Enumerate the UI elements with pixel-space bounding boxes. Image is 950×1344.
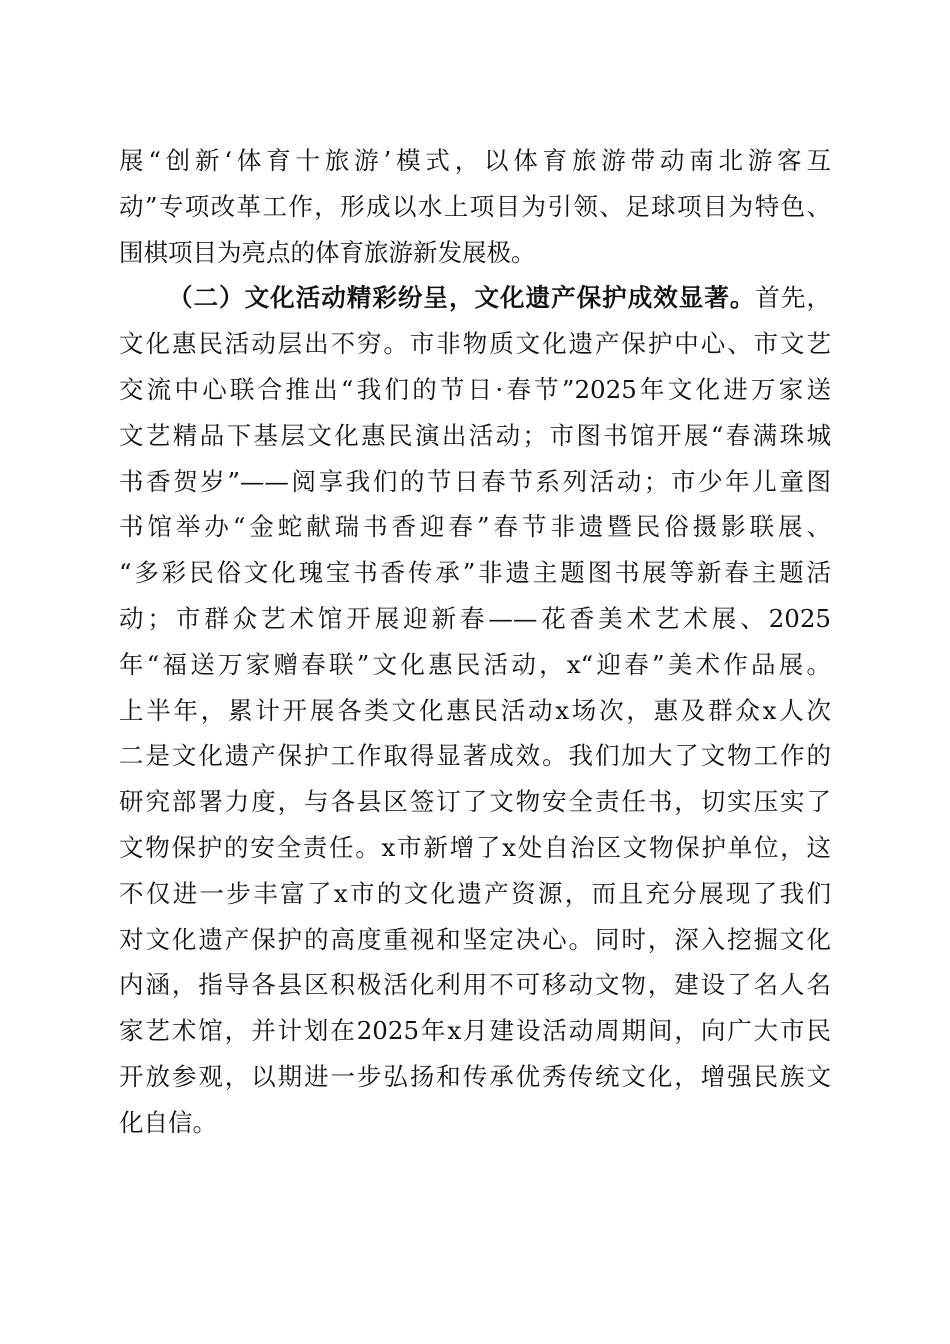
text-line: 二是文化遗产保护工作取得显著成效。我们加大了文物工作的: [119, 741, 831, 771]
text-line: “多彩民俗文化瑰宝书香传承”非遗主题图书展等新春主题活: [119, 558, 831, 588]
text-line: 动”专项改革工作，形成以水上项目为引领、足球项目为特色、: [119, 191, 831, 221]
text-line: 文艺精品下基层文化惠民演出活动；市图书馆开展“春满珠城: [119, 420, 831, 450]
text-line: 内涵，指导各县区积极活化利用不可移动文物，建设了名人名: [119, 970, 831, 1000]
text-line: 年“福送万家赠春联”文化惠民活动，x“迎春”美术作品展。: [119, 649, 831, 679]
text-line: 动；市群众艺术馆开展迎新春——花香美术艺术展、2025: [119, 603, 831, 633]
heading-trailing-text: 首先，: [755, 283, 832, 313]
text-line: 书香贺岁”——阅享我们的节日春节系列活动；市少年儿童图: [119, 466, 831, 496]
text-line: 对文化遗产保护的高度重视和坚定决心。同时，深入挖掘文化: [119, 924, 831, 954]
text-line: 展“创新‘体育十旅游’模式，以体育旅游带动南北游客互: [119, 146, 831, 175]
text-line: 文物保护的安全责任。x市新增了x处自治区文物保护单位，这: [119, 832, 831, 862]
text-line: 化自信。: [119, 1107, 217, 1137]
text-line: 文化惠民活动层出不穷。市非物质文化遗产保护中心、市文艺: [119, 329, 831, 359]
document-body: [119, 138, 831, 1146]
text-line: 研究部署力度，与各县区签订了文物安全责任书，切实压实了: [119, 787, 831, 817]
text-line: 上半年，累计开展各类文化惠民活动x场次，惠及群众x人次: [119, 695, 831, 725]
text-line: 围棋项目为亮点的体育旅游新发展极。: [119, 237, 536, 267]
text-line: 书馆举办“金蛇献瑞书香迎春”春节非遗暨民俗摄影联展、: [119, 512, 831, 542]
paragraph-sports-tourism: [119, 138, 831, 275]
text-line: 开放参观，以期进一步弘扬和传承优秀传统文化，增强民族文: [119, 1061, 831, 1091]
text-line: 交流中心联合推出“我们的节日·春节”2025年文化进万家送: [119, 374, 831, 404]
text-line: 不仅进一步丰富了x市的文化遗产资源，而且充分展现了我们: [119, 878, 831, 908]
text-line: 家艺术馆，并计划在2025年x月建设活动周期间，向广大市民: [119, 1016, 831, 1046]
paragraph-cultural-activities: [119, 275, 831, 1145]
section-heading: （二）文化活动精彩纷呈，文化遗产保护成效显著。: [168, 283, 756, 313]
text-line: [119, 275, 831, 321]
